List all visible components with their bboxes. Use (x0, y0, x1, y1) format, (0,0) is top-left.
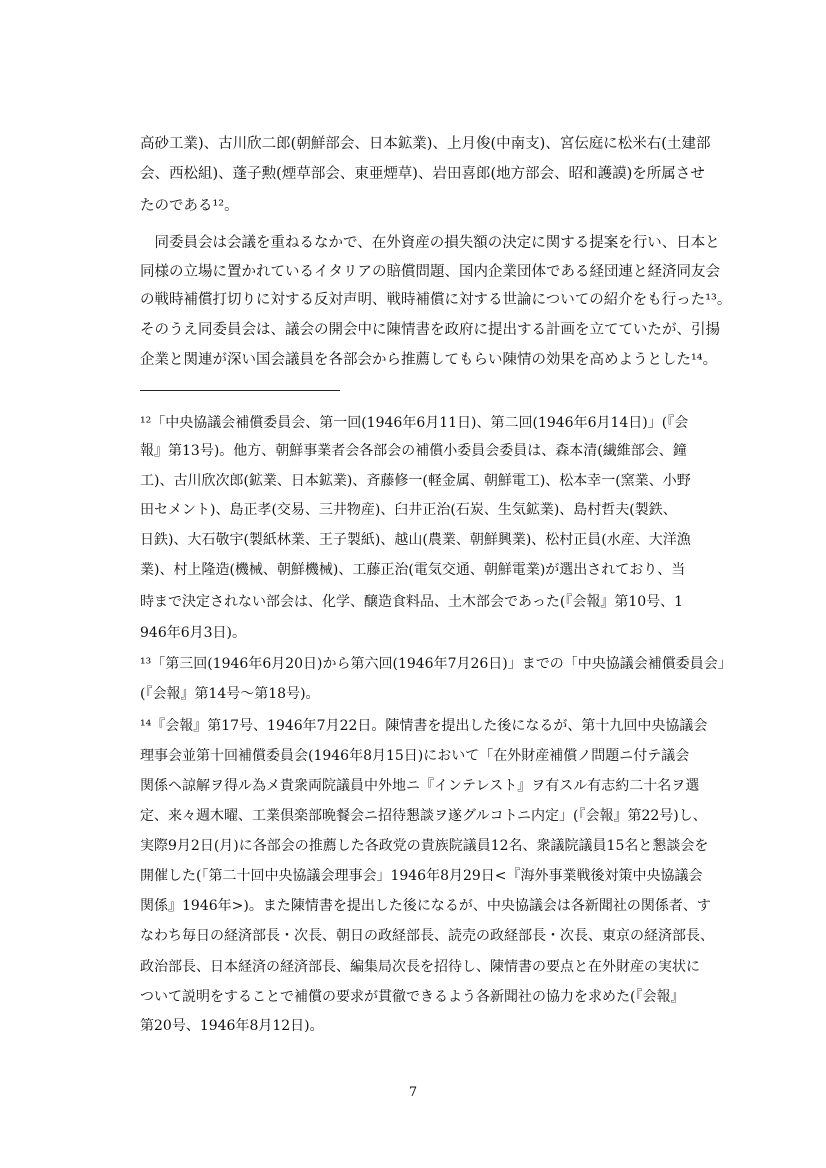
footnote-line: 時まで決定されない部会は、化学、醸造食料品、土木部会であった(『会報』第10号、1 (140, 594, 684, 610)
footnote-line: 第20号、1946年8月12日)。 (140, 1018, 324, 1034)
footnote-line: 政治部長、日本経済の経済部長、編集局次長を招待し、陳情書の要点と在外財産の実状に (140, 959, 700, 975)
footnote-line: ¹²「中央協議会補償委員会、第一回(1946年6月11日)、第二回(1946年6月14日)」(『会 (140, 415, 689, 431)
body-line: 企業と関連が深い国会議員を各部会から推薦してもらい陳情の効果を高めようとした¹⁴。 (140, 352, 718, 368)
page-number: 7 (408, 1085, 418, 1100)
footnote-line: 報』第13号)。他方、朝鮮事業者会各部会の補償小委員会委員は、森本清(繊維部会、鐘 (140, 443, 687, 459)
body-line: 高砂工業)、古川欣二郎(朝鮮部会、日本鉱業)、上月俊(中南支)、宮伝庭に松米右(土建部 (140, 136, 711, 152)
body-line: たのである¹²。 (140, 198, 239, 214)
body-line: そのうえ同委員会は、議会の開会中に陳情書を政府に提出する計画を立てていたが、引揚 (140, 322, 720, 338)
footnote-line: (『会報』第14号～第18号)。 (140, 686, 320, 702)
footnote-separator (140, 390, 340, 391)
footnote-line: ついて説明をすることで補償の要求が貫徹できるよう各新聞社の協力を求めた(『会報』 (140, 989, 685, 1005)
footnote-line: ¹³「第三回(1946年6月20日)から第六回(1946年7月26日)」までの「中央協議会補償委員会」 (140, 656, 732, 672)
footnote-line: 工)、古川欣次郎(鉱業、日本鉱業)、斉藤修一(軽金属、朝鮮電工)、松本幸一(窯業、小野 (140, 473, 691, 489)
body-line: の戦時補償打切りに対する反対声明、戦時補償に対する世論についての紹介をも行った¹³。 (140, 292, 732, 308)
footnote-line: 実際9月2日(月)に各部会の推薦した各政党の貴族院議員12名、衆議院議員15名と懇談会を (140, 838, 709, 854)
footnote-line: 関係』1946年>)。また陳情書を提出した後になるが、中央協議会は各新聞社の関係者、す (140, 898, 711, 914)
footnote-line: 関係ヘ諒解ヲ得ル為メ貴衆両院議員中外地ニ『インテレスト』ヲ有スル有志約二十名ヲ選 (140, 778, 700, 794)
footnote-line: 定、来々週木曜、工業倶楽部晩餐会ニ招待懇談ヲ遂グルコトニ内定」(『会報』第22号)し、 (140, 808, 707, 824)
footnote-line: 業)、村上隆造(機械、朝鮮機械)、工藤正治(電気交通、朝鮮電業)が選出されており、当 (140, 562, 686, 578)
footnote-line: なわち毎日の経済部長・次長、朝日の政経部長、読売の政経部長・次長、東京の経済部長、 (140, 928, 714, 944)
footnote-line: 日鉄)、大石敬宇(製紙林業、王子製紙)、越山(農業、朝鮮興業)、松村正員(水産、大洋漁 (140, 532, 691, 548)
body-line: 同様の立場に置かれているイタリアの賠償問題、国内企業団体である経団連と経済同友会 (140, 264, 720, 280)
footnote-line: 田セメント)、島正孝(交易、三井物産)、臼井正治(石炭、生気鉱業)、島村哲夫(製鉄、 (140, 502, 677, 518)
footnote-line: 理事会並第十回補償委員会(1946年8月15日)において「在外財産補償ノ問題ニ付テ議会 (140, 748, 690, 764)
footnote-line: 946年6月3日)。 (140, 625, 246, 641)
body-line: 会、西松組)、蓬子勲(煙草部会、東亜煙草)、岩田喜郎(地方部会、昭和護謨)を所属させ (140, 166, 705, 182)
footnote-line: 開催した(「第二十回中央協議会理事会」1946年8月29日<『海外事業戦後対策中央協議会 (140, 868, 703, 884)
body-line: 同委員会は会議を重ねるなかで、在外資産の損失額の決定に関する提案を行い、日本と (140, 235, 720, 251)
footnote-line: ¹⁴『会報』第17号、1946年7月22日。陳情書を提出した後になるが、第十九回中央協議会 (140, 718, 708, 734)
